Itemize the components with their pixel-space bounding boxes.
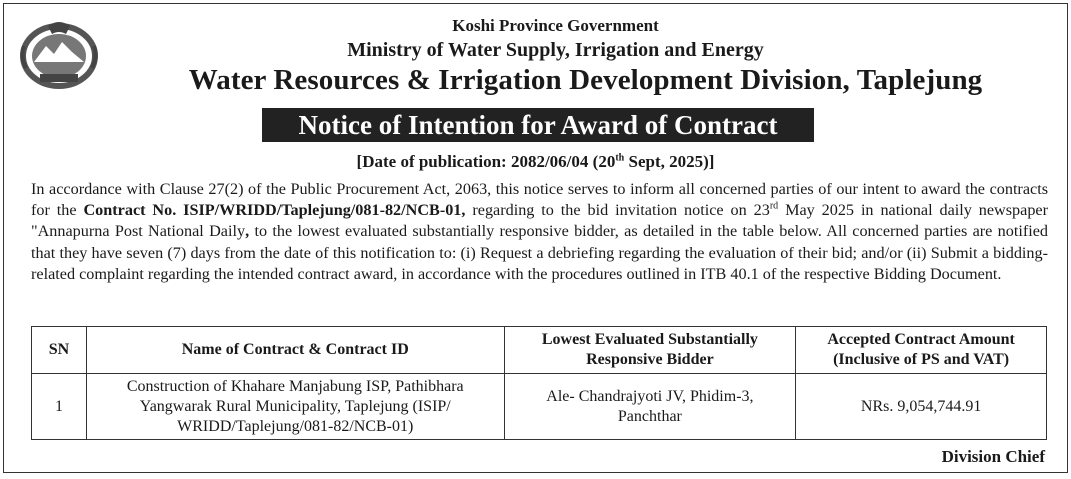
header-bidder-line1: Lowest Evaluated Substantially [541, 331, 758, 348]
header-amount [796, 327, 1047, 374]
cell-contract-name-line2: Yangwarak Rural Municipality, Taplejung (ISIP/ [139, 397, 451, 415]
table-row [32, 374, 1047, 440]
header-sn: SN [32, 327, 87, 374]
body-text-2-sup: rd [769, 200, 779, 212]
cell-sn: 1 [32, 374, 87, 440]
contract-table [31, 326, 1047, 440]
header-contract-name: Name of Contract & Contract ID [86, 327, 504, 374]
ministry-name: Ministry of Water Supply, Irrigation and Energy [347, 39, 764, 61]
publication-date [4, 152, 1067, 172]
body-text-4: to the lowest evaluated substantially responsive bidder, as detailed in the table below. All concerned parties are notified that they have seven (7) days from the date of this notification to: (i) Request a debriefing regarding the evaluation of their bid; and/or (ii) Submit a bidding-related complaint regarding the intended contract award, in accordance with the procedures outlined in ITB 40.1 of the respective Bidding Document. [31, 222, 1048, 283]
government-name: Koshi Province Government [452, 16, 659, 35]
contract-number: Contract No. ISIP/WRIDD/Taplejung/081-82/NCB-01, [83, 201, 466, 220]
publication-date-suffix: Sept, 2025)] [624, 152, 715, 171]
division-name: Water Resources & Irrigation Development Division, Taplejung [188, 64, 983, 96]
body-text-1: In accordance with Clause 27(2) of the Public Procurement Act, 2063, this notice serves to inform all concerned parties of our intent to award the contracts for the [31, 180, 1048, 220]
header-amount-line1: Accepted Contract Amount [827, 331, 1015, 348]
body-text-3: May 2025 in national daily newspaper "Annapurna Post National Daily [31, 201, 1048, 241]
cell-contract-name-line1: Construction of Khahare Manjabung ISP, Pathibhara [126, 377, 464, 395]
signature: Division Chief [941, 447, 1045, 466]
cell-contract-name-line3: WRIDD/Taplejung/081-82/NCB-01) [177, 417, 414, 435]
body-text-2: regarding to the bid invitation notice on 23 [465, 201, 770, 220]
cell-contract-name [86, 374, 504, 440]
cell-amount: NRs. 9,054,744.91 [796, 374, 1047, 440]
cell-bidder-line1: Ale- Chandrajyoti JV, Phidim-3, [546, 387, 754, 405]
notice-body [31, 179, 1048, 285]
table-header-row [32, 327, 1047, 374]
notice-document [3, 3, 1068, 473]
header-amount-line2: (Inclusive of PS and VAT) [833, 351, 1010, 368]
publication-date-sup: th [615, 152, 625, 164]
cell-bidder [504, 374, 796, 440]
header-bidder [504, 327, 796, 374]
header-bidder-line2: Responsive Bidder [586, 351, 714, 368]
body-text-3-bold: , [245, 222, 250, 241]
cell-bidder-line2: Panchthar [617, 407, 682, 425]
publication-date-prefix: [Date of publication: 2082/06/04 (20 [356, 152, 616, 171]
notice-title: Notice of Intention for Award of Contract [262, 108, 814, 142]
